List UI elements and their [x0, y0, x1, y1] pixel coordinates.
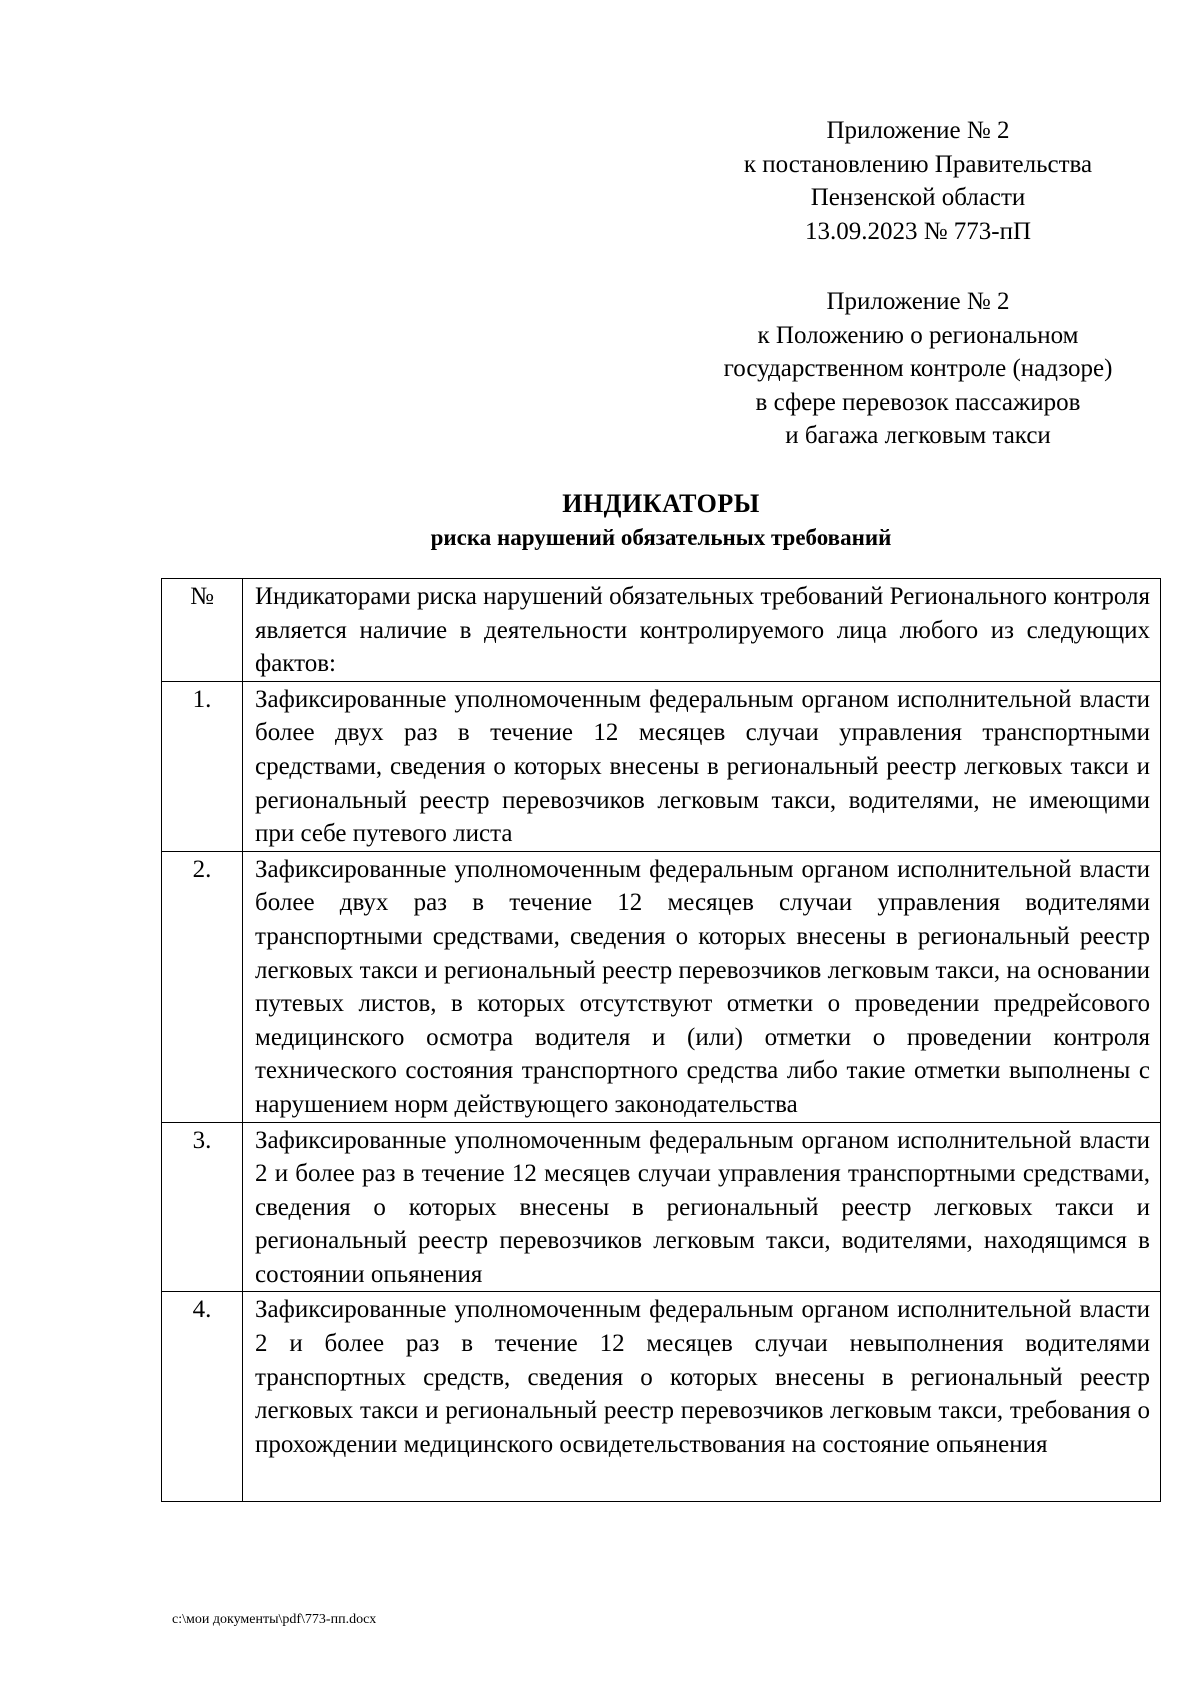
document-subtitle: риска нарушений обязательных требований: [430, 525, 892, 550]
appendix-government-line: Пензенской области: [810, 184, 1026, 211]
column-number-header: №: [162, 579, 243, 682]
table-row: [162, 1122, 1161, 1292]
appendix-government-line: Приложение № 2: [826, 117, 1010, 144]
document-title-block: [160, 487, 1162, 555]
document-title: ИНДИКАТОРЫ: [562, 489, 760, 518]
row-text: Зафиксированные уполномоченным федеральным органом исполнительной власти 2 и более раз в течение 12 месяцев случаи управления транспортными средствами, сведения о которых внесены в региональный реестр легковых такси и региональный реестр перевозчиков легковым такси, водителями, находящимся в состоянии опьянения: [243, 1122, 1161, 1292]
row-number: 2.: [162, 851, 243, 1122]
appendix-regulation-line: Приложение № 2: [826, 288, 1010, 315]
row-text: Зафиксированные уполномоченным федеральным органом исполнительной власти более двух раз в течение 12 месяцев случаи управления водителями транспортными средствами, сведения о которых внесены в региональный реестр легковых такси и региональный реестр перевозчиков легковым такси, на основании путевых листов, в которых отсутствуют отметки о проведении предрейсового медицинского осмотра водителя и (или) отметки о проведении контроля технического состояния транспортного средства либо такие отметки выполнены с нарушением норм действующего законодательства: [243, 851, 1161, 1122]
table-header-row: [162, 579, 1161, 682]
row-text: Зафиксированные уполномоченным федеральным органом исполнительной власти более двух раз в течение 12 месяцев случаи управления транспортными средствами, сведения о которых внесены в региональный реестр легковых такси и региональный реестр перевозчиков легковым такси, водителями, не имеющими при себе путевого листа: [243, 681, 1161, 851]
indicators-table: [161, 578, 1161, 1502]
row-number: 3.: [162, 1122, 243, 1292]
table-row: [162, 851, 1161, 1122]
row-text: Зафиксированные уполномоченным федеральным органом исполнительной власти 2 и более раз в течение 12 месяцев случаи невыполнения водителями транспортных средств, сведения о которых внесены в региональный реестр легковых такси и региональный реестр перевозчиков легковым такси, требования о прохождении медицинского освидетельствования на состояние опьянения: [243, 1292, 1161, 1502]
appendix-regulation-line: к Положению о региональном: [757, 321, 1079, 349]
table-row: [162, 681, 1161, 851]
appendix-government-date: 13.09.2023 № 773-пП: [804, 217, 1032, 245]
appendix-regulation-block: [693, 285, 1143, 453]
appendix-regulation-line: и багажа легковым такси: [785, 422, 1051, 449]
footer-file-path: c:\мои документы\pdf\773-пп.docx: [172, 1612, 377, 1627]
row-number: 4.: [162, 1292, 243, 1502]
appendix-regulation-line: государственном контроле (надзоре): [723, 355, 1113, 382]
column-text-header: Индикаторами риска нарушений обязательных требований Регионального контроля является наличие в деятельности контролируемого лица любого из следующих фактов:: [243, 579, 1161, 682]
appendix-regulation-line: в сфере перевозок пассажиров: [755, 388, 1081, 416]
appendix-government-block: [693, 114, 1143, 248]
appendix-government-line: к постановлению Правительства: [743, 150, 1093, 178]
table-row: [162, 1292, 1161, 1502]
row-number: 1.: [162, 681, 243, 851]
